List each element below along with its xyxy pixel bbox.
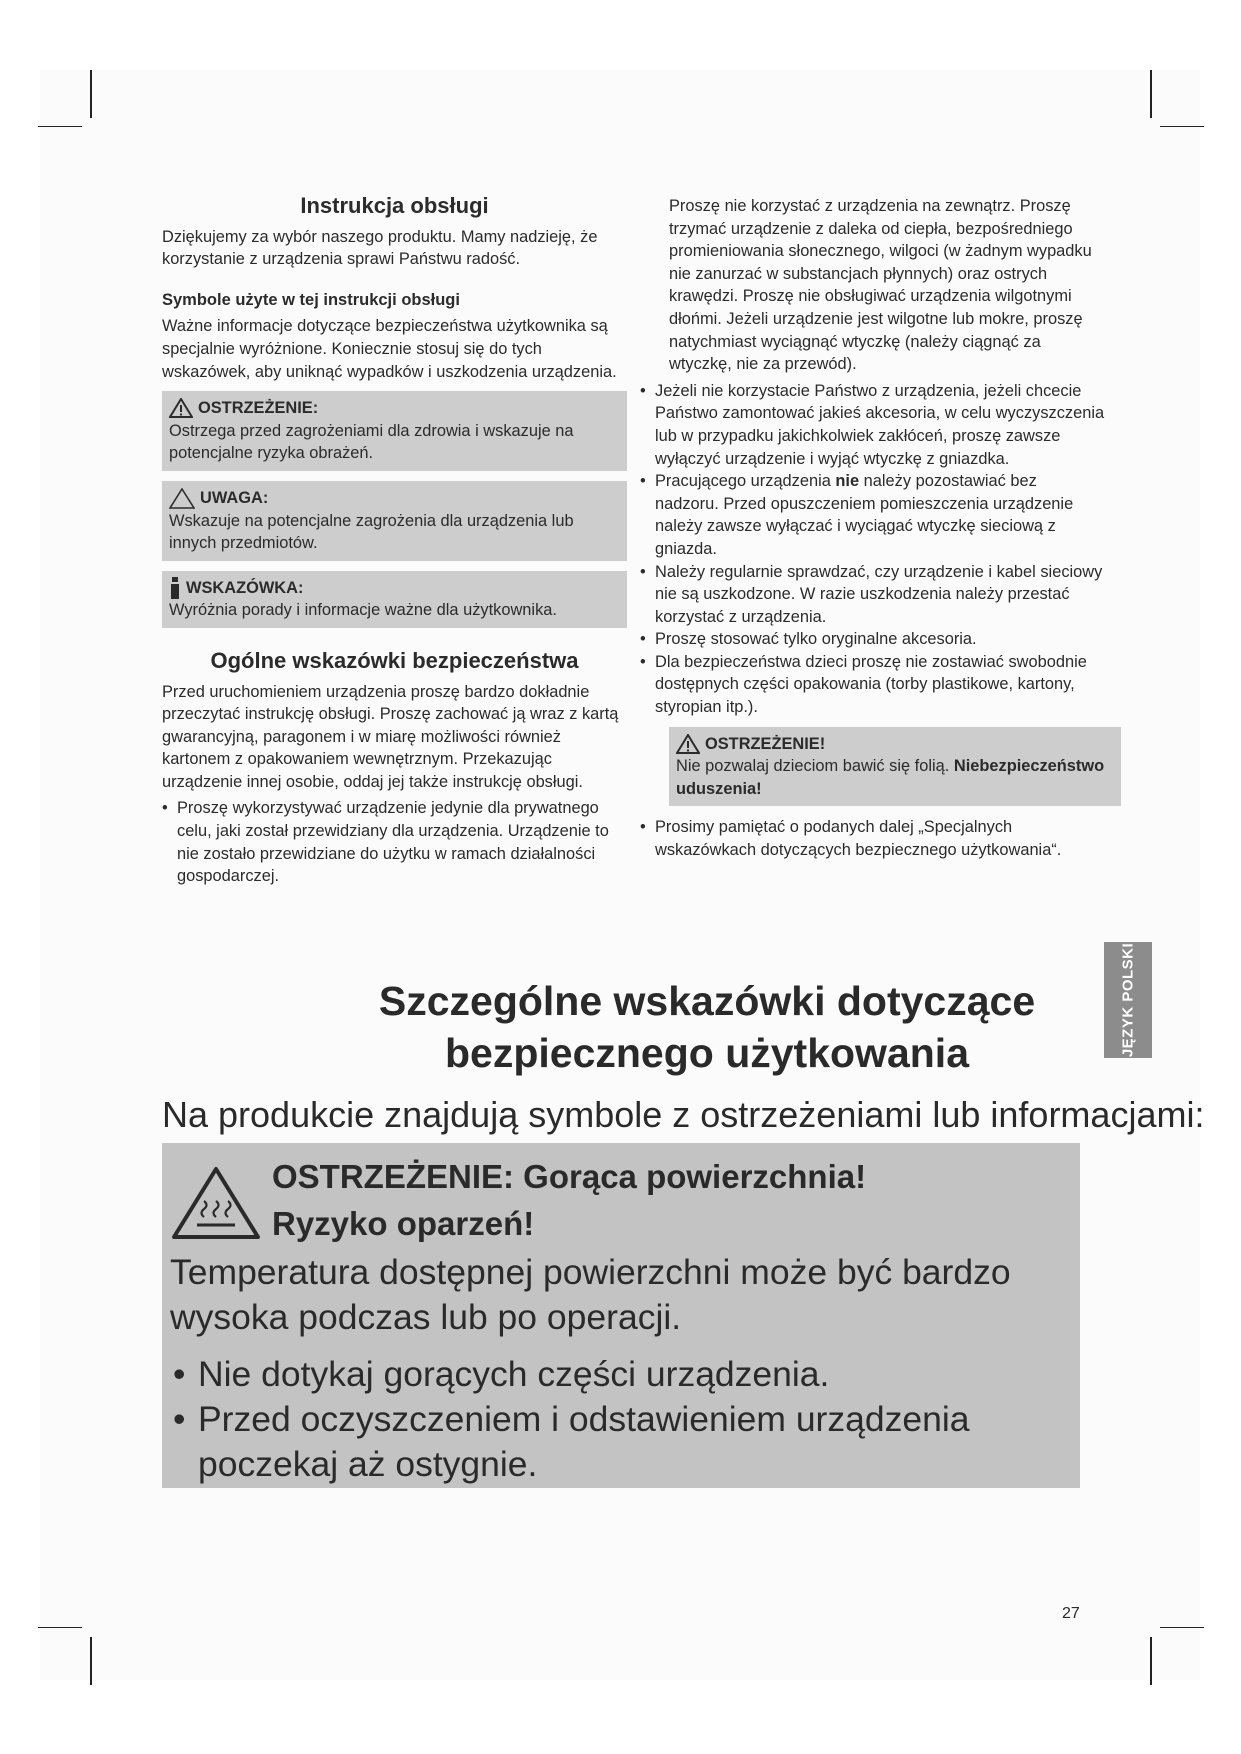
caution-box [162,481,627,561]
list-item: • Proszę stosować tylko oryginalne akcesoria. [640,628,1105,651]
hot-surface-warning-heading [272,1153,866,1247]
crop-mark [1150,1637,1152,1685]
list-item [640,470,1105,560]
instructions-title: Instrukcja obsługi [300,193,489,218]
list-item: • Nie dotykaj gorących części urządzenia. [170,1352,1082,1397]
special-title-line2: bezpiecznego użytkowania [445,1030,969,1076]
intro-text: Dziękujemy za wybór naszego produktu. Mamy nadzieję, że korzystanie z urządzenia sprawi Państwu radość. [162,227,598,269]
list-item: • Proszę wykorzystywać urządzenie jedynie dla prywatnego celu, jaki został przewidziany dla urządzenia. Urządzenie to nie zostało przewidziane do użytku w ramach działalności gospodarczej. [162,797,627,887]
crop-mark [90,70,92,118]
children-warning-text [676,755,1114,800]
bullet3-end: należy pozostawiać bez nadzoru. Przed opuszczeniem pomieszczenia urządzenie należy zawsze wyłączać i wyciągać wtyczkę sieciową z gniazda. [655,472,1074,558]
list-item: • Prosimy pamiętać o podanych dalej „Specjalnych wskazówkach dotyczących bezpiecznego użytkowania“. [640,816,1105,861]
hot-surface-warning-box [162,1143,1080,1488]
continued-text: Proszę nie korzystać z urządzenia na zewnątrz. Proszę trzymać urządzenie z daleka od ciepła, bezpośredniego promieniowania słonecznego, wilgoci (w żadnym wypadku nie zanurzać w substancjach płynnych) oraz ostrych krawędzi. Proszę nie obsługiwać urządzenia wilgotnymi dłońmi. Jeżeli urządzenie jest wilgotne lub mokre, proszę natychmiast wyciągnąć wtyczkę (należy ciągnąć za wtyczkę, nie za przewód). [669,197,1092,374]
warning-box-text: Ostrzega przed zagrożeniami dla zdrowia i wskazuje na potencjalne ryzyka obrażeń. [169,421,574,463]
left-column [162,195,627,888]
hot-surface-warning-body [170,1250,1082,1487]
right-column [640,195,1105,862]
right-bullet-list [640,380,1105,719]
crop-mark [90,1637,92,1685]
children-warning-bold: Niebezpieczeństwo uduszenia! [676,757,1105,798]
caution-box-title [169,487,620,510]
bullet3-bold: nie [835,472,860,491]
crop-mark [38,126,82,127]
list-item: • Dla bezpieczeństwa dzieci proszę nie zostawiać swobodnie dostępnych części opakowania (torby plastikowe, kartony, styropian itp.). [640,651,1105,719]
warn-head-line1: OSTRZEŻENIE: Gorąca powierzchnia! [272,1158,867,1195]
hot-surface-icon [170,1165,262,1241]
left-bullet-list [162,797,627,887]
language-tab-label: JĘZYK POLSKI [1119,942,1137,1058]
symbols-text: Ważne informacje dotyczące bezpieczeństwa użytkownika są specjalnie wyróżnione. Koniecznie stosuj się do tych wskazówek, aby uniknąć wypadków i uszkodzenia urządzenia. [162,317,617,381]
warning-triangle-icon [169,398,193,418]
children-warning-plain: Nie pozwalaj dzieciom bawić się folią. [676,757,950,776]
children-warning-box [669,727,1121,807]
general-safety-text: Przed uruchomieniem urządzenia proszę bardzo dokładnie przeczytać instrukcję obsługi. Proszę zachować ją wraz z kartą gwarancyjną, paragonem i w miarę możliwości również kartonem z opakowaniem wewnętrznym. Przekazując urządzenie innej osobie, oddaj jej także instrukcję obsługi. [162,682,619,791]
note-box-title [169,577,620,600]
warning-box-title [169,397,620,420]
page-number: 27 [1062,1605,1080,1622]
warn-body-text: Temperatura dostępnej powierzchni może być bardzo wysoka podczas lub po operacji. [170,1252,1011,1337]
note-box-text: Wyróżnia porady i informacje ważne dla użytkownika. [169,601,557,620]
crop-mark [1160,126,1204,127]
list-item: • Należy regularnie sprawdzać, czy urządzenie i kabel sieciowy nie są uszkodzone. W razie uszkodzenia należy przestać korzystać z urządzenia. [640,561,1105,629]
children-warning-title [676,733,1114,756]
info-icon [169,577,181,599]
crop-mark [1150,70,1152,118]
warning-box [162,391,627,471]
note-box [162,571,627,628]
symbols-heading: Symbole użyte w tej instrukcji obsługi [162,290,460,309]
caution-box-title-text: UWAGA: [200,488,269,507]
special-intro: Na produkcie znajdują symbole z ostrzeżeniami lub informacjami: [162,1094,1205,1135]
caution-box-text: Wskazuje na potencjalne zagrożenia dla urządzenia lub innych przedmiotów. [169,511,574,553]
general-safety-title: Ogólne wskazówki bezpieczeństwa [210,647,579,673]
bullet3-start: Pracującego urządzenia [655,472,831,491]
special-safety-title [162,975,1241,1079]
children-warning-title-text: OSTRZEŻENIE! [705,734,826,753]
caution-triangle-icon [169,488,195,509]
note-box-title-text: WSKAZÓWKA: [186,578,304,597]
warn-bullet-list [170,1352,1082,1487]
right-bullet-list-2 [640,816,1105,861]
warning-box-title-text: OSTRZEŻENIE: [198,399,319,418]
crop-mark [1160,1627,1204,1628]
list-item: • Przed oczyszczeniem i odstawieniem urządzenia poczekaj aż ostygnie. [170,1397,1082,1487]
warning-triangle-icon [676,734,700,754]
special-title-line1: Szczególne wskazówki dotyczące [378,978,1036,1024]
crop-mark [38,1627,82,1628]
list-item: • Jeżeli nie korzystacie Państwo z urządzenia, jeżeli chcecie Państwo zamontować jakieś akcesoria, w celu wyczyszczenia lub w przypadku jakichkolwiek zakłóceń, proszę zawsze wyłączyć urządzenie i wyjąć wtyczkę z gniazdka. [640,380,1105,470]
warn-head-line2: Ryzyko oparzeń! [272,1205,535,1242]
